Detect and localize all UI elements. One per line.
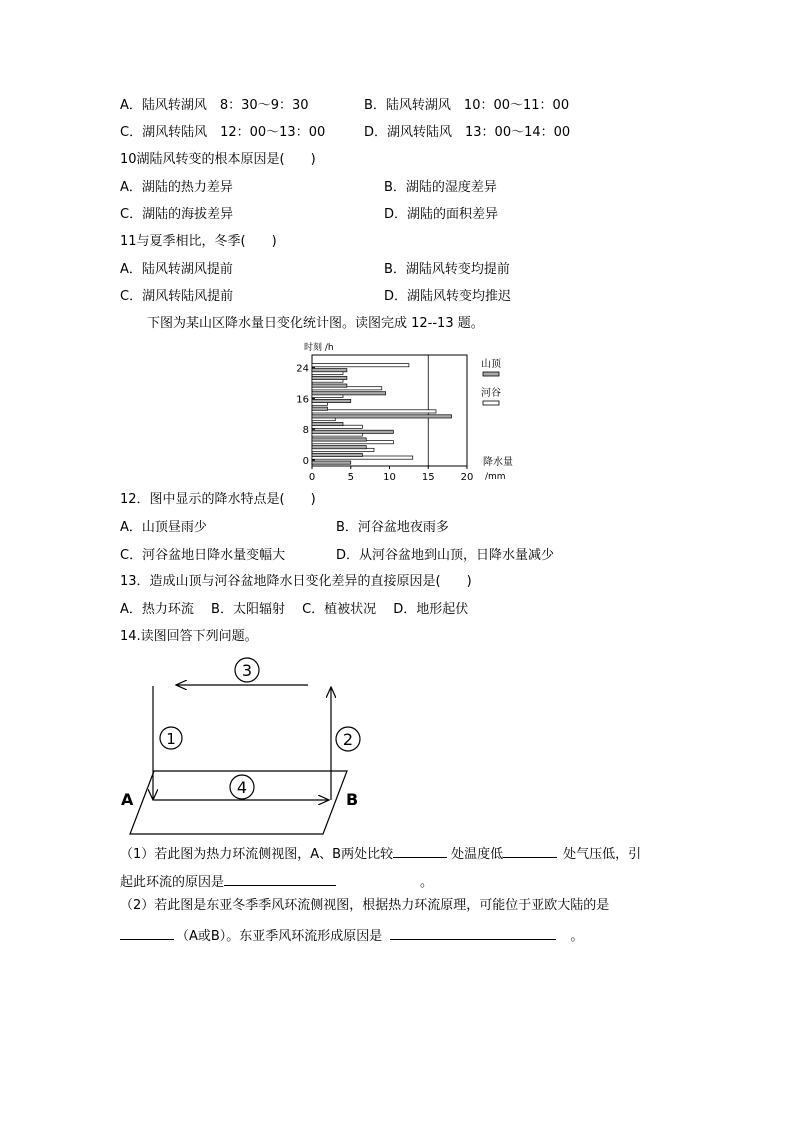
q11-option-d: D．湖陆风转变均推迟 [384,289,512,304]
bar-shanding-22h [312,376,347,379]
q14-part2-line1: （2）若此图是东亚冬季季风环流侧视图，根据热力环流原理，可能位于亚欧大陆的是 [120,898,610,913]
q11-option-b: B．湖陆风转变均提前 [384,262,510,277]
chart-xticks [309,466,474,483]
bar-shanding-18h [312,392,386,395]
label-1: 1 [166,730,176,748]
q14-part1-line2 [120,872,433,891]
bar-shanding-12h [312,415,452,418]
bar-shanding-0h [312,461,351,464]
x-tick-label: 15 [421,472,435,483]
q11-option-a: A．陆风转湖风提前 [120,262,233,277]
bar-shanding-16h [312,399,351,402]
bar-shanding-2h [312,453,362,456]
q9-option-a: A．陆风转湖风 8：30～9：30 [120,98,309,113]
point-b-label: B [346,790,359,809]
chart-ylabel: 时刻 /h [304,343,334,353]
legend-swatch-hegu [483,401,499,405]
chart-intro: 下图为某山区降水量日变化统计图。读图完成 12--13 题。 [147,316,484,331]
q14-part1-text-a: （1）若此图为热力环流侧视图，A、B两处比较 [120,847,394,862]
q10-stem: 10湖陆风转变的根本原因是( ) [120,152,316,167]
q10-option-a: A．湖陆的热力差异 [120,180,233,195]
q14-part2-period: 。 [570,929,584,944]
legend-label-shanding: 山顶 [481,359,501,370]
legend-label-hegu: 河谷 [481,388,501,399]
q14-part1-text-b: 处温度低 [451,847,504,862]
q11-option-c: C．湖风转陆风提前 [120,289,234,304]
q12-stem: 12．图中显示的降水特点是( ) [120,492,316,507]
q14-part1-text-c: 处气压低，引 [563,847,642,862]
label-2: 2 [342,730,354,749]
q14-part1-period: 。 [420,875,434,890]
q14-answer-blank-1[interactable] [393,844,447,858]
bar-shanding-6h [312,438,366,441]
q14-answer-blank-3[interactable] [224,872,336,886]
q10-option-d: D．湖陆的面积差异 [384,207,499,222]
label-3: 3 [241,661,253,680]
chart-xunit: /mm [485,472,506,482]
y-tick-label: 0 [302,456,309,467]
circulation-diagram [110,652,380,842]
q9-option-d: D．湖风转陆风 13：00～14：00 [364,125,571,140]
chart-bars [312,364,452,465]
bar-shanding-4h [312,446,366,449]
bar-hegu-24h [312,364,409,367]
y-tick-label: 24 [296,363,309,375]
q14-part2-line2 [120,926,583,945]
q14-part1-line1 [120,844,641,863]
q9-option-b: B．陆风转湖风 10：00～11：00 [364,98,570,113]
bar-shanding-20h [312,384,347,387]
q13-options: A．热力环流 B．太阳辐射 C．植被状况 D．地形起伏 [120,602,469,617]
bar-shanding-24h [312,369,347,372]
bar-shanding-10h [312,423,343,426]
q9-option-c: C．湖风转陆风 12：00～13：00 [120,125,326,140]
legend-swatch-shanding [483,372,499,376]
chart-xlabel: 降水量 [483,457,513,468]
label-4: 4 [236,778,248,797]
q14-answer-blank-5[interactable] [390,926,556,940]
q14-part2-text-b: （A或B）。东亚季风环流形成原因是 [176,929,383,944]
q10-option-c: C．湖陆的海拔差异 [120,207,234,222]
q14-answer-blank-2[interactable] [503,844,557,858]
y-tick-label: 8 [302,425,309,437]
q14-part1-text-d: 起此环流的原因是 [120,875,225,890]
q12-option-b: B．河谷盆地夜雨多 [336,520,449,535]
x-tick-label: 0 [308,472,316,483]
x-tick-label: 20 [460,472,474,483]
rainfall-chart [294,338,524,484]
y-tick-label: 16 [296,394,309,406]
q12-option-a: A．山顶昼雨少 [120,520,207,535]
q10-option-b: B．湖陆的湿度差异 [384,180,497,195]
q13-stem: 13．造成山顶与河谷盆地降水日变化差异的直接原因是( ) [120,574,472,589]
point-a-label: A [121,790,134,809]
q12-option-d: D．从河谷盆地到山顶，日降水量减少 [336,548,555,563]
bar-shanding-8h [312,430,393,433]
q12-option-c: C．河谷盆地日降水量变幅大 [120,548,286,563]
x-tick-label: 10 [383,472,396,483]
x-tick-label: 5 [347,472,354,483]
bar-shanding-14h [312,407,328,410]
q14-stem: 14.读图回答下列问题。 [120,629,258,644]
q14-answer-blank-4[interactable] [120,926,174,940]
q11-stem: 11与夏季相比，冬季( ) [120,234,277,249]
bar-hegu-12h [312,410,436,413]
